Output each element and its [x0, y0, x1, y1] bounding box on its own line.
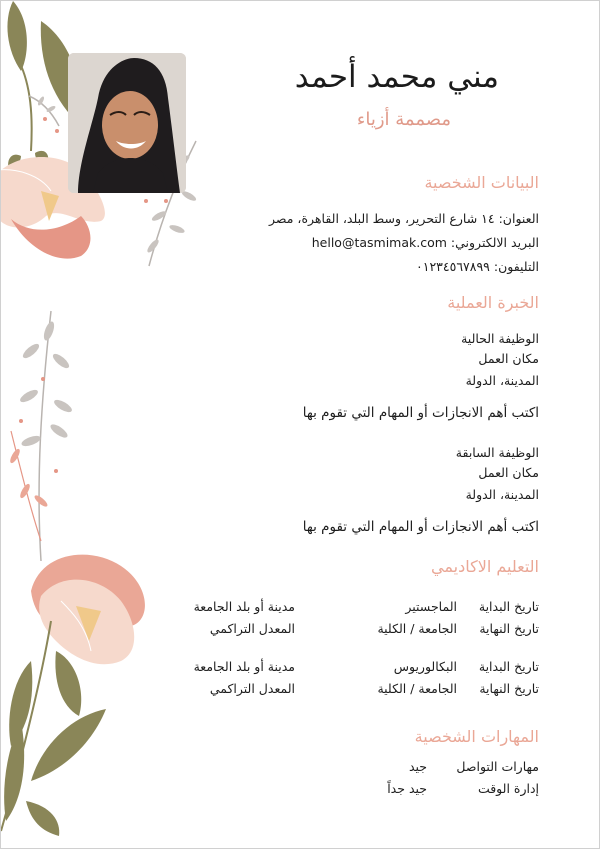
phone-line: التليفون: ٠١٢٣٤٥٦٧٨٩٩ — [416, 259, 539, 274]
job-role: الوظيفة الحالية — [461, 331, 539, 346]
email-label: البريد الالكتروني: — [450, 235, 539, 250]
bottom-leaves-illustration — [1, 621, 106, 836]
edu-school: الجامعة / الكلية — [377, 621, 457, 636]
email-line — [312, 235, 539, 250]
job-place: مكان العمل — [478, 465, 539, 480]
edu-school: الجامعة / الكلية — [377, 681, 457, 696]
candidate-name: مني محمد أحمد — [294, 59, 499, 95]
edu-city: مدينة أو بلد الجامعة — [193, 659, 295, 674]
skill-name: مهارات التواصل — [456, 759, 539, 774]
skills-heading: المهارات الشخصية — [414, 727, 539, 746]
education-heading: التعليم الاكاديمي — [431, 557, 539, 576]
job-role: الوظيفة السابقة — [455, 445, 539, 460]
edu-degree: الماجستير — [405, 599, 457, 614]
lower-branches-illustration — [8, 311, 73, 561]
job-location: المدينة، الدولة — [465, 373, 539, 388]
address-line: العنوان: ١٤ شارع التحرير، وسط البلد، القاهرة، مصر — [269, 211, 539, 226]
lower-flower-illustration — [31, 555, 145, 665]
job-description: اكتب أهم الانجازات أو المهام التي تقوم بها — [302, 519, 539, 535]
email-link[interactable]: hello@tasmimak.com — [311, 235, 447, 250]
edu-start-date: تاريخ البداية — [478, 659, 539, 674]
edu-end-date: تاريخ النهاية — [479, 681, 539, 696]
avatar — [68, 53, 186, 193]
skill-level: جيد — [408, 759, 427, 774]
edu-start-date: تاريخ البداية — [478, 599, 539, 614]
personal-info-heading: البيانات الشخصية — [424, 173, 539, 192]
edu-degree: البكالوريوس — [393, 659, 457, 674]
job-place: مكان العمل — [478, 351, 539, 366]
edu-end-date: تاريخ النهاية — [479, 621, 539, 636]
job-title: مصممة أزياء — [356, 109, 451, 130]
experience-heading: الخبرة العملية — [447, 293, 539, 312]
skill-level: جيد جداً — [387, 781, 427, 796]
profile-photo — [68, 53, 186, 193]
edu-city: مدينة أو بلد الجامعة — [193, 599, 295, 614]
edu-gpa: المعدل التراكمي — [209, 621, 295, 636]
job-description: اكتب أهم الانجازات أو المهام التي تقوم بها — [302, 405, 539, 421]
skill-name: إدارة الوقت — [477, 781, 539, 796]
job-location: المدينة، الدولة — [465, 487, 539, 502]
edu-gpa: المعدل التراكمي — [209, 681, 295, 696]
